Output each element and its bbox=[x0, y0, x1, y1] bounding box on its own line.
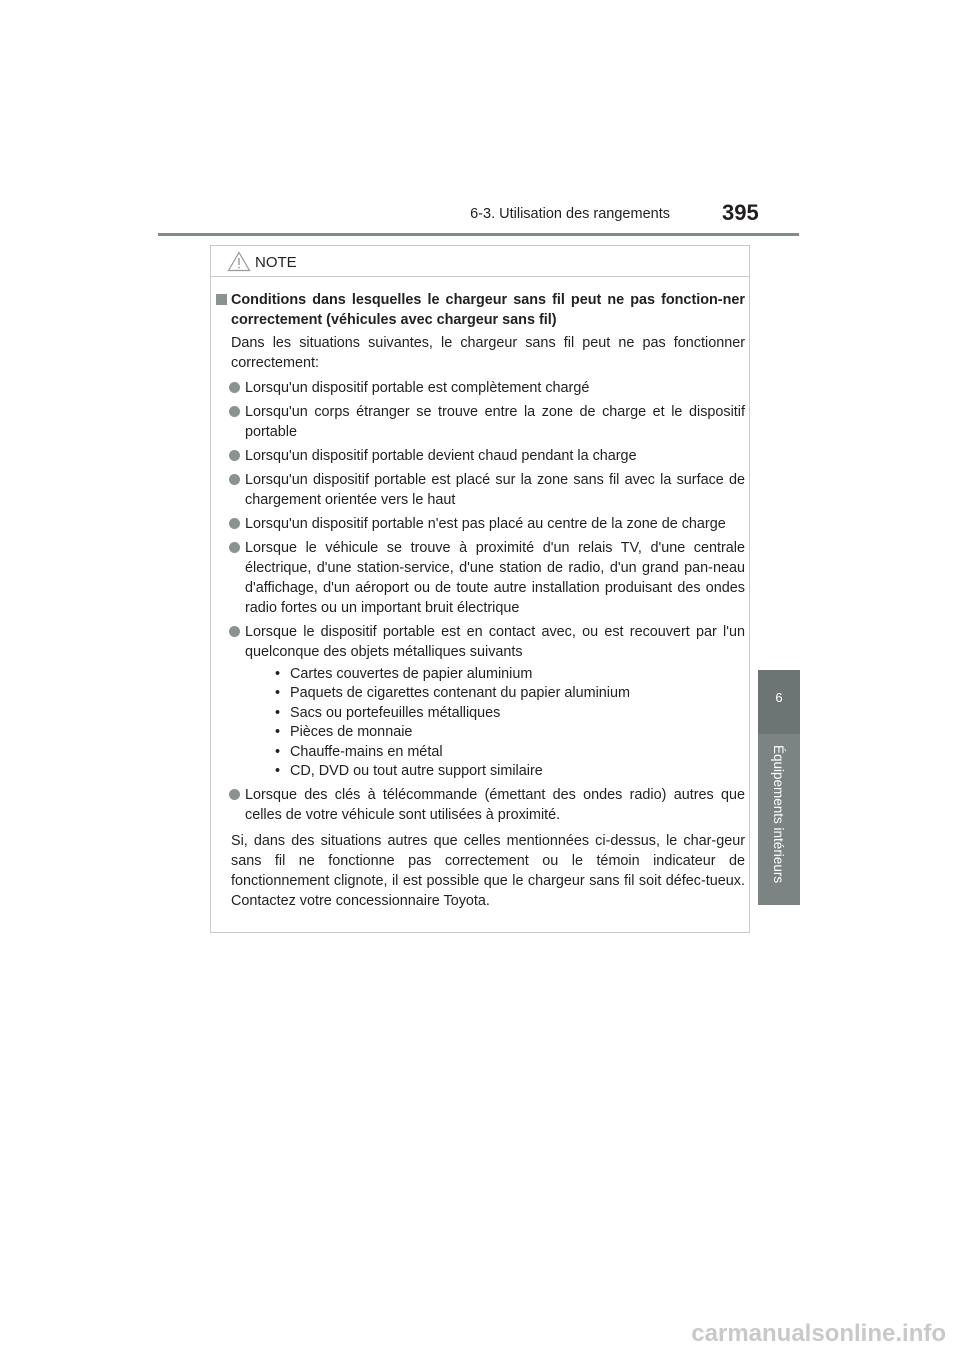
sub-list-item-text: Pièces de monnaie bbox=[290, 724, 413, 741]
sub-list-item-text: Chauffe-mains en métal bbox=[290, 743, 443, 760]
list-item bbox=[216, 402, 745, 442]
metal-objects-list bbox=[245, 665, 745, 781]
sub-list-item-text: Sacs ou portefeuilles métalliques bbox=[290, 704, 501, 721]
note-box bbox=[210, 245, 750, 933]
circle-bullet-icon bbox=[229, 450, 240, 461]
note-header bbox=[211, 246, 749, 277]
note-closing: Si, dans des situations autres que celles mentionnées ci-dessus, le char-geur sans fil ne fonctionne pas correctement ou le témoin indicateur de fonctionnement clignote, il est possible que le chargeur sans fil soit défec-tueux. Contactez votre concessionnaire Toyota. bbox=[231, 833, 745, 910]
circle-bullet-icon bbox=[229, 474, 240, 485]
note-heading-text: Conditions dans lesquelles le chargeur sans fil peut ne pas fonction-ner correctement (véhicules avec chargeur sans fil) bbox=[231, 292, 745, 328]
sub-list-item-text: CD, DVD ou tout autre support similaire bbox=[290, 763, 543, 780]
header-rule bbox=[158, 233, 799, 236]
sub-bullet-mark: • bbox=[275, 724, 281, 741]
page-number: 395 bbox=[722, 200, 759, 225]
circle-bullet-icon bbox=[229, 382, 240, 393]
circle-bullet-icon bbox=[229, 542, 240, 553]
sub-bullet-mark: • bbox=[275, 704, 281, 721]
list-item-text: Lorsqu'un dispositif portable n'est pas placé au centre de la zone de charge bbox=[245, 516, 726, 532]
circle-bullet-icon bbox=[229, 518, 240, 529]
circle-bullet-icon bbox=[229, 626, 240, 637]
list-item bbox=[216, 622, 745, 781]
sub-list-item bbox=[245, 723, 745, 742]
circle-bullet-icon bbox=[229, 789, 240, 800]
sub-list-item-text: Cartes couvertes de papier aluminium bbox=[290, 666, 533, 682]
chapter-label: Équipements intérieurs bbox=[771, 745, 786, 884]
note-heading bbox=[216, 290, 745, 330]
sub-list-item bbox=[245, 762, 745, 781]
list-item-text: Lorsqu'un dispositif portable est complètement chargé bbox=[245, 380, 590, 396]
sub-list-item-text: Paquets de cigarettes contenant du papier aluminium bbox=[290, 685, 630, 702]
list-item bbox=[216, 538, 745, 618]
sub-list-item bbox=[245, 743, 745, 762]
sub-bullet-mark: • bbox=[275, 763, 281, 780]
list-item-text: Lorsqu'un corps étranger se trouve entre la zone de charge et le dispositif portable bbox=[245, 404, 745, 440]
list-item bbox=[216, 446, 745, 466]
sub-list-item bbox=[245, 665, 745, 684]
list-item-text: Lorsque des clés à télécommande (émettant des ondes radio) autres que celles de votre véhicule sont utilisées à proximité. bbox=[245, 787, 745, 824]
sub-bullet-mark: • bbox=[275, 666, 281, 682]
list-item-text: Lorsque le dispositif portable est en contact avec, ou est recouvert par l'un quelconque des objets métalliques suivants bbox=[245, 624, 745, 660]
sub-bullet-mark: • bbox=[275, 685, 281, 702]
section-title: 6-3. Utilisation des rangements bbox=[470, 206, 670, 222]
list-item-text: Lorsqu'un dispositif portable devient chaud pendant la charge bbox=[245, 448, 637, 464]
circle-bullet-icon bbox=[229, 406, 240, 417]
square-bullet-icon bbox=[216, 294, 227, 305]
sub-list-item bbox=[245, 684, 745, 703]
watermark: carmanualsonline.info bbox=[691, 1320, 946, 1347]
sub-list-item bbox=[245, 704, 745, 723]
sub-bullet-mark: • bbox=[275, 743, 281, 760]
note-intro: Dans les situations suivantes, le chargeur sans fil peut ne pas fonctionner correctement: bbox=[231, 335, 745, 371]
note-content bbox=[216, 290, 745, 911]
note-title: NOTE bbox=[255, 254, 297, 271]
list-item bbox=[216, 785, 745, 825]
list-item-text: Lorsque le véhicule se trouve à proximité d'un relais TV, d'une centrale électrique, d'une station-service, d'une station de radio, d'un grand pan-neau d'affichage, d'un aéroport ou de toute autre installation produisant des ondes radio fortes ou un important bruit électrique bbox=[245, 540, 745, 616]
list-item bbox=[216, 514, 745, 534]
warning-triangle-icon bbox=[227, 251, 251, 277]
list-item bbox=[216, 378, 745, 398]
list-item-text: Lorsqu'un dispositif portable est placé sur la zone sans fil avec la surface de chargement orientée vers le haut bbox=[245, 472, 745, 508]
chapter-number: 6 bbox=[775, 690, 783, 705]
list-item bbox=[216, 470, 745, 510]
